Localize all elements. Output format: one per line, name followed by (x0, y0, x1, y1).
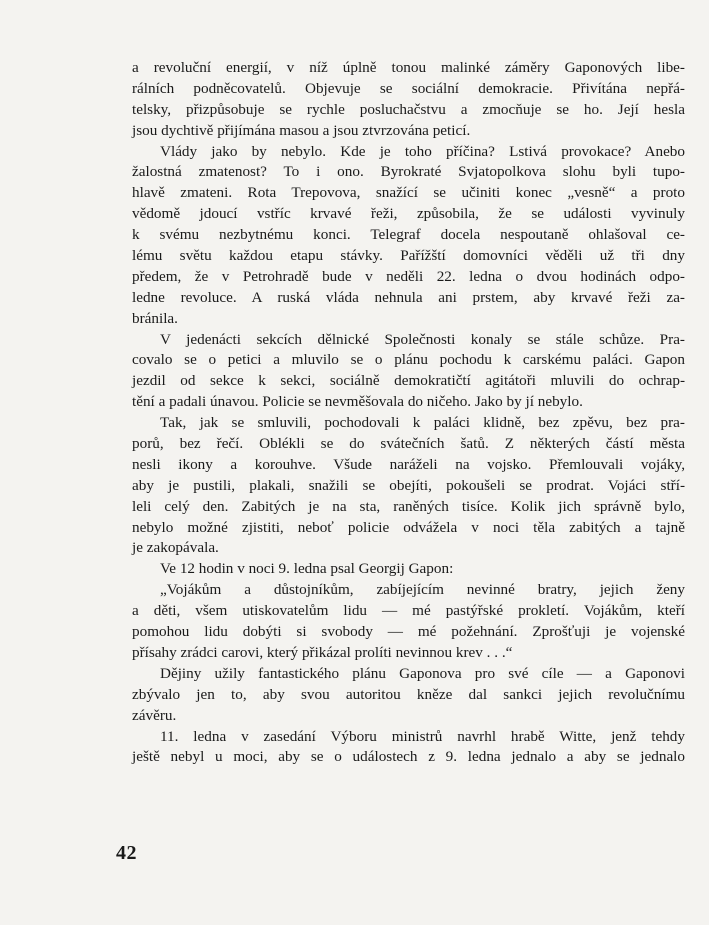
text-line: jsou dychtivě přijímána masou a jsou ztvrzována peticí. (132, 121, 471, 139)
text-line: lému světu každou etapu stávky. Pařížští domovníci věděli už tři dny (132, 247, 685, 265)
text-line: rálních podněcovatelů. Objevuje se sociální demokracie. Přivítána nepřá- (132, 79, 685, 97)
text-line: ledne revoluce. A ruská vláda nehnula ani prstem, aby krvavé řeži za- (132, 288, 685, 306)
text-line: V jedenácti sekcích dělnické Společnosti konaly se stále schůze. Pra- (160, 330, 685, 348)
text-line: tění a padali únavou. Policie se nevměšovala do ničeho. Jako by jí nebylo. (132, 393, 583, 411)
text-line: leli celý den. Zabitých je na sta, raněných tisíce. Kolik jich správně bylo, (132, 497, 685, 515)
text-line: je zakopávala. (132, 539, 219, 557)
text-line: přísahy zrádci carovi, který přikázal prolíti nevinnou krev . . .“ (132, 643, 513, 661)
text-line: porů, bez řečí. Oblékli se do svátečních šatů. Z některých částí města (132, 435, 685, 453)
text-line: covalo se o petici a mluvilo se o plánu pochodu k carskému paláci. Gapon (132, 351, 685, 369)
text-line: vědomě jdoucí vstříc krvavé řeži, způsobila, že se události vyvinuly (132, 205, 685, 223)
text-line: aby je pustili, plakali, snažili se obejíti, pokoušeli se prodrat. Vojáci stří- (132, 476, 685, 494)
text-line: k svému nezbytnému konci. Telegraf docela nespoutaně ohlašoval ce- (132, 226, 685, 244)
text-line: „Vojákům a důstojníkům, zabíjejícím nevinné bratry, jejich ženy (160, 581, 685, 599)
text-line: Dějiny užily fantastického plánu Gaponova pro své cíle — a Gaponovi (160, 664, 685, 682)
text-line: bránila. (132, 309, 178, 327)
text-line: nesli ikony a korouhve. Všude naráželi na vojsko. Přemlouvali vojáky, (132, 455, 685, 473)
text-line: Ve 12 hodin v noci 9. ledna psal Georgij Gapon: (160, 560, 454, 578)
text-line: a děti, všem utiskovatelům lidu — mé pastýřské prokletí. Vojákům, kteří (132, 602, 685, 620)
text-line: Tak, jak se smluvili, pochodovali k paláci klidně, bez zpěvu, bez pra- (160, 414, 685, 432)
text-line: nebylo možné zjistiti, neboť policie odvážela v noci těla zabitých a tajně (132, 518, 685, 536)
body-text (132, 58, 685, 768)
text-line: pomohou lidu dobýti si svobody — mé požehnání. Zprošťuji je vojenské (132, 623, 685, 641)
text-line: a revoluční energií, v níž úplně tonou malinké záměry Gaponových libe- (132, 59, 685, 76)
text-line: žalostná zmatenost? To i ono. Byrokraté Svjatopolkova slohu byli tupo- (132, 163, 685, 181)
text-line: Vlády jako by nebylo. Kde je toho příčina? Lstivá provokace? Anebo (160, 142, 685, 160)
text-line: hlavě zmateni. Rota Trepovova, snažící se učiniti konec „vesně“ a proto (132, 184, 685, 202)
text-line: telsky, přizpůsobuje se rychle posluchačstvu a zmocňuje se ho. Její hesla (132, 100, 685, 118)
text-line: předem, že v Petrohradě bude v neděli 22. ledna o dvou hodinách odpo- (132, 267, 685, 285)
text-line: 11. ledna v zasedání Výboru ministrů navrhl hrabě Witte, jenž tehdy (160, 727, 685, 745)
text-line: jezdil od sekce k sekci, sociálně demokratičtí agitátoři mluvili do ochrap- (132, 372, 685, 390)
text-line: závěru. (132, 706, 177, 724)
page-number: 42 (116, 842, 137, 864)
text-line: ještě nebyl u moci, aby se o událostech z 9. ledna jednalo a aby se jednalo (132, 748, 685, 766)
text-line: zbývalo jen to, aby svou autoritou kněze dal sankci jejich revolučnímu (132, 685, 685, 703)
